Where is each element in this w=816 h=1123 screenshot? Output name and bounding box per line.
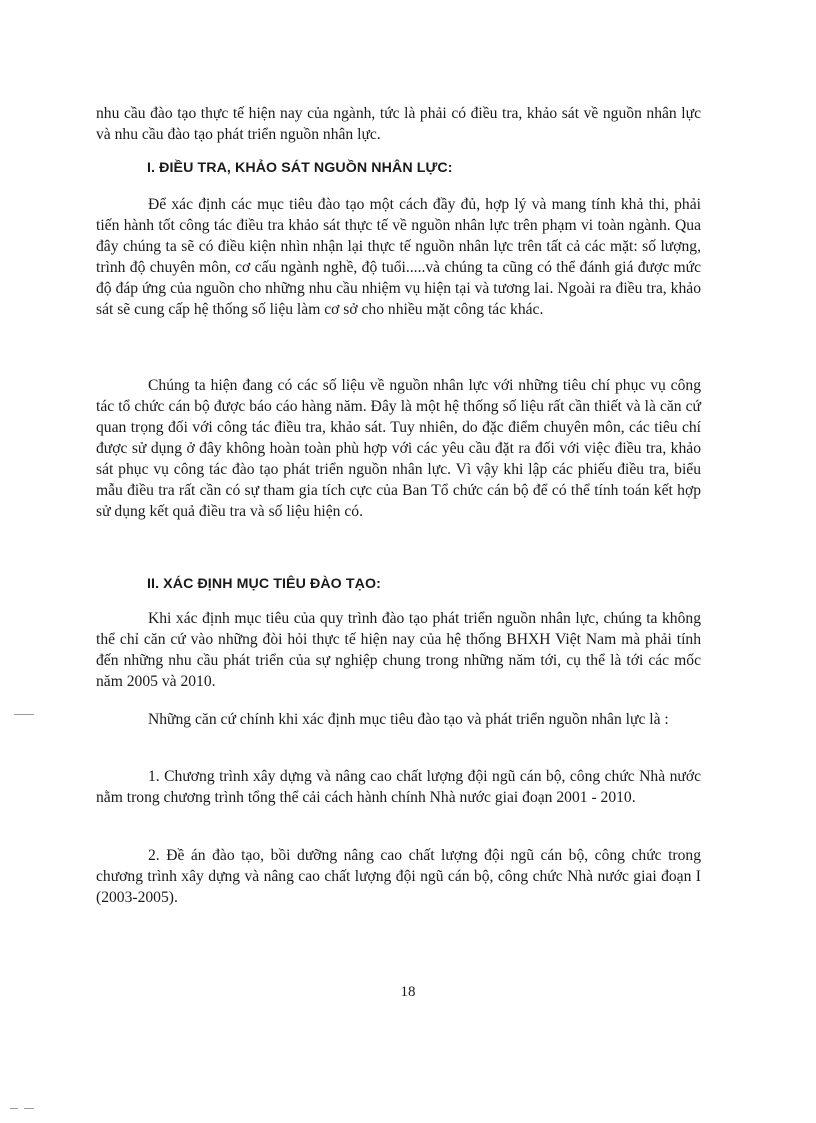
intro-paragraph: nhu cầu đào tạo thực tế hiện nay của ngành, tức là phải có điều tra, khảo sát về nguồn nhân lực và nhu cầu đào tạo phát triển nguồn nhân lực. bbox=[96, 105, 701, 143]
objectives-paragraph: Khi xác định mục tiêu của quy trình đào tạo phát triển nguồn nhân lực, chúng ta không thể chỉ căn cứ vào những đòi hỏi thực tế hiện nay của hệ thống BHXH Việt Nam mà phải tính đến những nhu cầu phát triển của sự nghiệp chung trong những năm tới, cụ thể là tới các mốc năm 2005 và 2010. bbox=[96, 610, 701, 690]
basis-item-1: 1. Chương trình xây dựng và nâng cao chất lượng đội ngũ cán bộ, công chức Nhà nước nằm trong chương trình tổng thể cải cách hành chính Nhà nước giai đoạn 2001 - 2010. bbox=[96, 768, 701, 806]
section-heading-objectives: II. XÁC ĐỊNH MỤC TIÊU ĐÀO TẠO: bbox=[147, 576, 381, 592]
section-heading-survey: I. ĐIỀU TRA, KHẢO SÁT NGUỒN NHÂN LỰC: bbox=[147, 160, 453, 176]
scan-speck bbox=[10, 1108, 18, 1109]
survey-paragraph-1: Để xác định các mục tiêu đào tạo một cách đầy đủ, hợp lý và mang tính khả thi, phải tiến hành tốt công tác điều tra khảo sát thực tế về nguồn nhân lực trên phạm vi toàn ngành. Qua đây chúng ta sẽ có điều kiện nhìn nhận lại thực tế nguồn nhân lực trên tất cả các mặt: số lượng, trình độ chuyên môn, cơ cấu ngành nghề, độ tuổi.....và chúng ta cũng có thể đánh giá được mức độ đáp ứng của nguồn cho những nhu cầu nhiệm vụ hiện tại và tương lai. Ngoài ra điều tra, khảo sát sẽ cung cấp hệ thống số liệu làm cơ sở cho nhiều mặt công tác khác. bbox=[96, 196, 701, 318]
page-number: 18 bbox=[400, 984, 416, 1000]
basis-intro-paragraph: Những căn cứ chính khi xác định mục tiêu đào tạo và phát triển nguồn nhân lực là : bbox=[148, 711, 669, 728]
survey-paragraph-2: Chúng ta hiện đang có các số liệu về nguồn nhân lực với những tiêu chí phục vụ công tác tổ chức cán bộ được báo cáo hàng năm. Đây là một hệ thống số liệu rất cần thiết và là căn cứ quan trọng đối với công tác điều tra, khảo sát. Tuy nhiên, do đặc điểm chuyên môn, các tiêu chí được sử dụng ở đây không hoàn toàn phù hợp với các yêu cầu đặt ra đối với việc điều tra, khảo sát phục vụ công tác đào tạo phát triển nguồn nhân lực. Vì vậy khi lập các phiếu điều tra, biểu mẫu điều tra rất cần có sự tham gia tích cực của Ban Tổ chức cán bộ để có thể tính toán kết hợp sử dụng kết quả điều tra và số liệu hiện có. bbox=[96, 377, 701, 520]
basis-item-2: 2. Đề án đào tạo, bồi dưỡng nâng cao chất lượng đội ngũ cán bộ, công chức trong chương trình xây dựng và nâng cao chất lượng đội ngũ cán bộ, công chức Nhà nước giai đoạn I (2003-2005). bbox=[96, 847, 701, 906]
scan-speck bbox=[24, 1108, 34, 1109]
scan-speck bbox=[14, 714, 34, 715]
